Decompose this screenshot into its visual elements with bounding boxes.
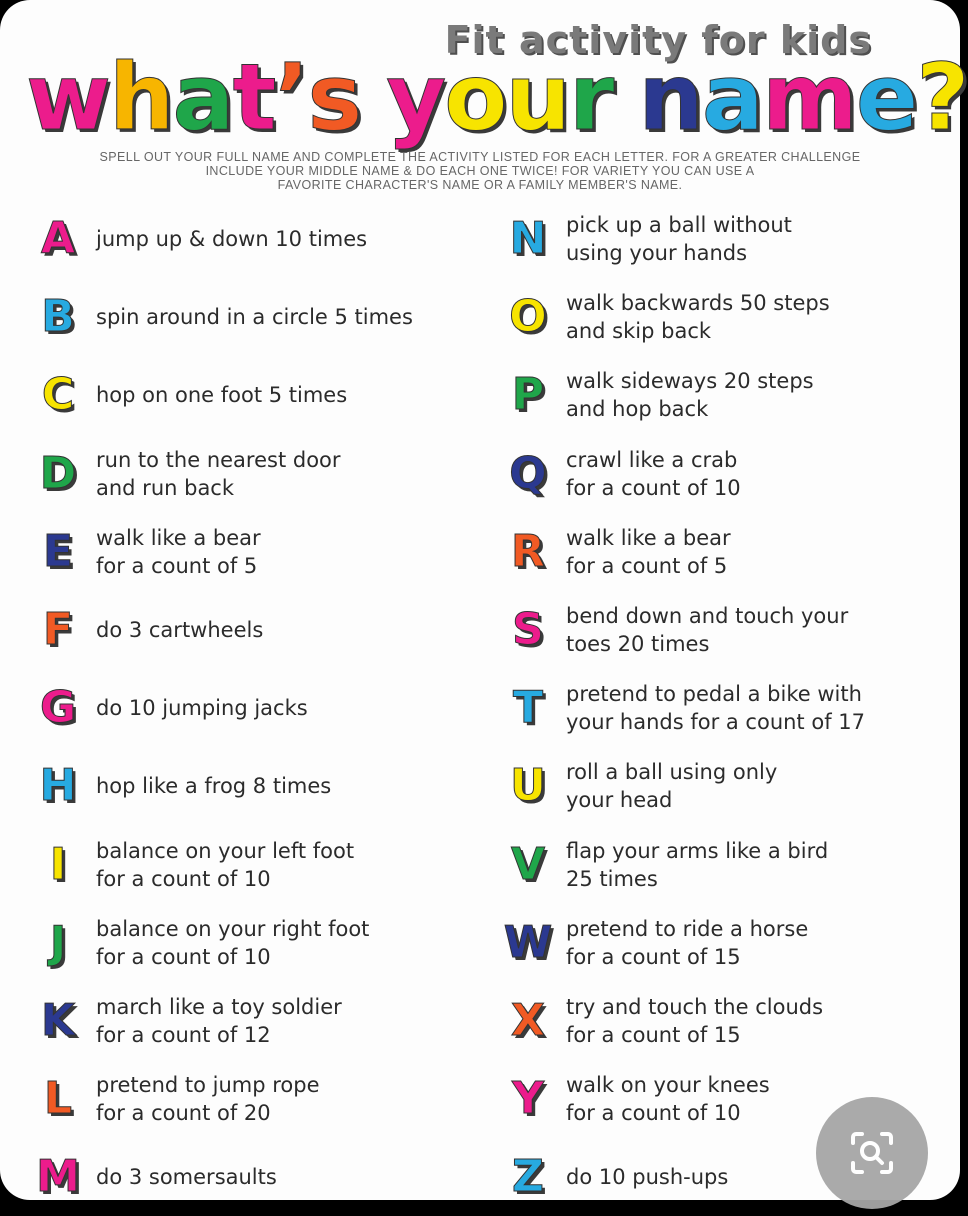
title-letter: y <box>386 44 445 151</box>
activity-row-c <box>30 356 470 434</box>
activity-row-u <box>500 747 940 825</box>
activity-text <box>96 1071 466 1127</box>
activity-line: try and touch the clouds <box>566 994 824 1019</box>
visual-search-button[interactable] <box>816 1097 928 1209</box>
activity-row-e <box>30 513 470 591</box>
activity-line: for a count of 15 <box>566 944 741 969</box>
activity-line: 25 times <box>566 866 658 891</box>
activity-row-h <box>30 747 470 825</box>
activity-line: crawl like a crab <box>566 447 738 472</box>
activity-text <box>96 993 466 1049</box>
letter-badge: Z <box>512 1151 544 1203</box>
title-letter: w <box>26 44 109 151</box>
activity-text <box>96 694 466 722</box>
title-letter: r <box>569 44 613 151</box>
letter-badge: M <box>36 1151 80 1203</box>
activity-text <box>566 289 936 345</box>
letter-badge: X <box>511 994 545 1046</box>
activity-text <box>96 616 466 644</box>
activity-line: walk on your knees <box>566 1073 770 1098</box>
letter-badge: W <box>503 916 553 968</box>
activity-row-a <box>30 200 470 278</box>
letter-badge: U <box>510 760 546 812</box>
activity-text <box>96 303 466 331</box>
activity-row-d <box>30 435 470 513</box>
activity-text <box>566 446 936 502</box>
activity-line: for a count of 5 <box>566 553 728 578</box>
activity-row-p <box>500 356 940 434</box>
title-letter: n <box>638 44 702 151</box>
activity-line: toes 20 times <box>566 632 710 657</box>
activity-line: march like a toy soldier <box>96 994 342 1019</box>
activity-text <box>566 915 936 971</box>
activity-row-v <box>500 826 940 904</box>
instructions <box>20 150 940 192</box>
activity-row-n <box>500 200 940 278</box>
letter-badge: L <box>43 1073 73 1125</box>
page-title <box>26 44 968 151</box>
letter-badge: R <box>511 525 545 577</box>
activity-line: do 10 push-ups <box>566 1165 729 1190</box>
activity-line: for a count of 10 <box>96 866 271 891</box>
activity-row-k <box>30 982 470 1060</box>
activity-line: for a count of 20 <box>96 1101 271 1126</box>
letter-badge: Y <box>512 1073 544 1125</box>
right-column <box>500 200 940 1216</box>
activity-line: do 3 somersaults <box>96 1165 277 1190</box>
activity-line: for a count of 15 <box>566 1022 741 1047</box>
letter-badge: Q <box>509 447 547 499</box>
activity-line: flap your arms like a bird <box>566 838 829 863</box>
letter-badge: K <box>40 994 76 1046</box>
activity-line: walk sideways 20 steps <box>566 369 814 394</box>
title-letter: h <box>109 44 173 151</box>
activity-line: for a count of 10 <box>566 475 741 500</box>
title-letter <box>360 52 386 144</box>
activity-row-f <box>30 591 470 669</box>
activity-line: and run back <box>96 475 235 500</box>
letter-badge: E <box>42 525 74 577</box>
letter-badge: N <box>509 213 547 265</box>
activity-line: hop on one foot 5 times <box>96 383 348 408</box>
activity-line: for a count of 12 <box>96 1022 271 1047</box>
activity-line: walk like a bear <box>566 525 731 550</box>
activity-line: do 10 jumping jacks <box>96 696 308 721</box>
activity-line: using your hands <box>566 241 748 266</box>
left-column <box>30 200 470 1216</box>
activity-line: walk like a bear <box>96 525 261 550</box>
activity-row-x <box>500 982 940 1060</box>
activity-row-g <box>30 669 470 747</box>
letter-badge: P <box>511 369 545 421</box>
activity-text <box>566 680 936 736</box>
activity-row-w <box>500 904 940 982</box>
activity-text <box>566 367 936 423</box>
activity-line: for a count of 10 <box>96 944 271 969</box>
activity-text <box>96 225 466 253</box>
letter-badge: F <box>42 604 74 656</box>
title-letter: t <box>232 44 275 151</box>
letter-badge: H <box>39 760 77 812</box>
activity-line: jump up & down 10 times <box>96 227 368 252</box>
letter-badge: D <box>39 447 77 499</box>
activity-line: for a count of 10 <box>566 1101 741 1126</box>
title-letter: e <box>855 44 917 151</box>
activity-row-r <box>500 513 940 591</box>
activity-line: pretend to pedal a bike with <box>566 682 862 707</box>
letter-badge: J <box>49 916 67 968</box>
activity-row-t <box>500 669 940 747</box>
activity-line: balance on your right foot <box>96 916 370 941</box>
activity-line: do 3 cartwheels <box>96 618 264 643</box>
title-letter: o <box>444 44 506 151</box>
activity-text <box>96 524 466 580</box>
activity-row-m <box>30 1138 470 1216</box>
instruction-line: FAVORITE CHARACTER'S NAME OR A FAMILY MEMBER'S NAME. <box>277 178 683 192</box>
activity-text <box>96 1163 466 1191</box>
letter-badge: S <box>512 604 544 656</box>
title-letter <box>612 52 638 144</box>
activity-line: and skip back <box>566 319 712 344</box>
instruction-line: SPELL OUT YOUR FULL NAME AND COMPLETE THE ACTIVITY LISTED FOR EACH LETTER. FOR A GREATER CHALLENGE <box>99 150 861 164</box>
activity-text <box>96 381 466 409</box>
title-letter: a <box>172 44 233 151</box>
activity-text <box>96 446 466 502</box>
activity-text <box>566 524 936 580</box>
activity-line: spin around in a circle 5 times <box>96 305 413 330</box>
activity-line: your hands for a count of 17 <box>566 710 865 735</box>
activity-line: pretend to ride a horse <box>566 916 809 941</box>
activity-text <box>566 993 936 1049</box>
activity-line: run to the nearest door <box>96 447 341 472</box>
activity-text <box>566 211 936 267</box>
activity-line: walk backwards 50 steps <box>566 291 830 316</box>
letter-badge: G <box>39 682 77 734</box>
activity-line: bend down and touch your <box>566 604 849 629</box>
title-letter: ’ <box>274 44 308 151</box>
letter-badge: V <box>510 838 546 890</box>
title-letter: ? <box>916 44 968 151</box>
activity-line: hop like a frog 8 times <box>96 774 332 799</box>
activity-text <box>566 837 936 893</box>
letter-badge: C <box>41 369 75 421</box>
activity-text <box>566 758 936 814</box>
activity-line: balance on your left foot <box>96 838 355 863</box>
title-letter: s <box>307 44 361 151</box>
subtitle: Fit activity for kids <box>444 18 872 62</box>
title-letter: m <box>761 44 856 151</box>
activity-row-l <box>30 1060 470 1138</box>
activity-row-b <box>30 278 470 356</box>
activity-text <box>96 915 466 971</box>
activity-line: pick up a ball without <box>566 213 792 238</box>
activity-text <box>96 837 466 893</box>
visual-search-icon <box>850 1131 894 1175</box>
activity-line: pretend to jump rope <box>96 1073 320 1098</box>
title-letter: u <box>505 44 569 151</box>
activity-line: and hop back <box>566 397 709 422</box>
letter-badge: B <box>41 291 75 343</box>
activity-row-q <box>500 435 940 513</box>
activity-row-o <box>500 278 940 356</box>
letter-badge: T <box>512 682 543 734</box>
title-letter: a <box>701 44 762 151</box>
activity-text <box>96 772 466 800</box>
activity-text <box>566 602 936 658</box>
letter-badge: A <box>40 213 76 265</box>
activity-row-j <box>30 904 470 982</box>
activity-line: for a count of 5 <box>96 553 258 578</box>
activity-line: roll a ball using only <box>566 760 778 785</box>
activity-row-s <box>500 591 940 669</box>
letter-badge: O <box>509 291 547 343</box>
activity-line: your head <box>566 788 673 813</box>
letter-badge: I <box>49 838 67 890</box>
activity-row-i <box>30 826 470 904</box>
instruction-line: INCLUDE YOUR MIDDLE NAME & DO EACH ONE TWICE! FOR VARIETY YOU CAN USE A <box>205 164 755 178</box>
